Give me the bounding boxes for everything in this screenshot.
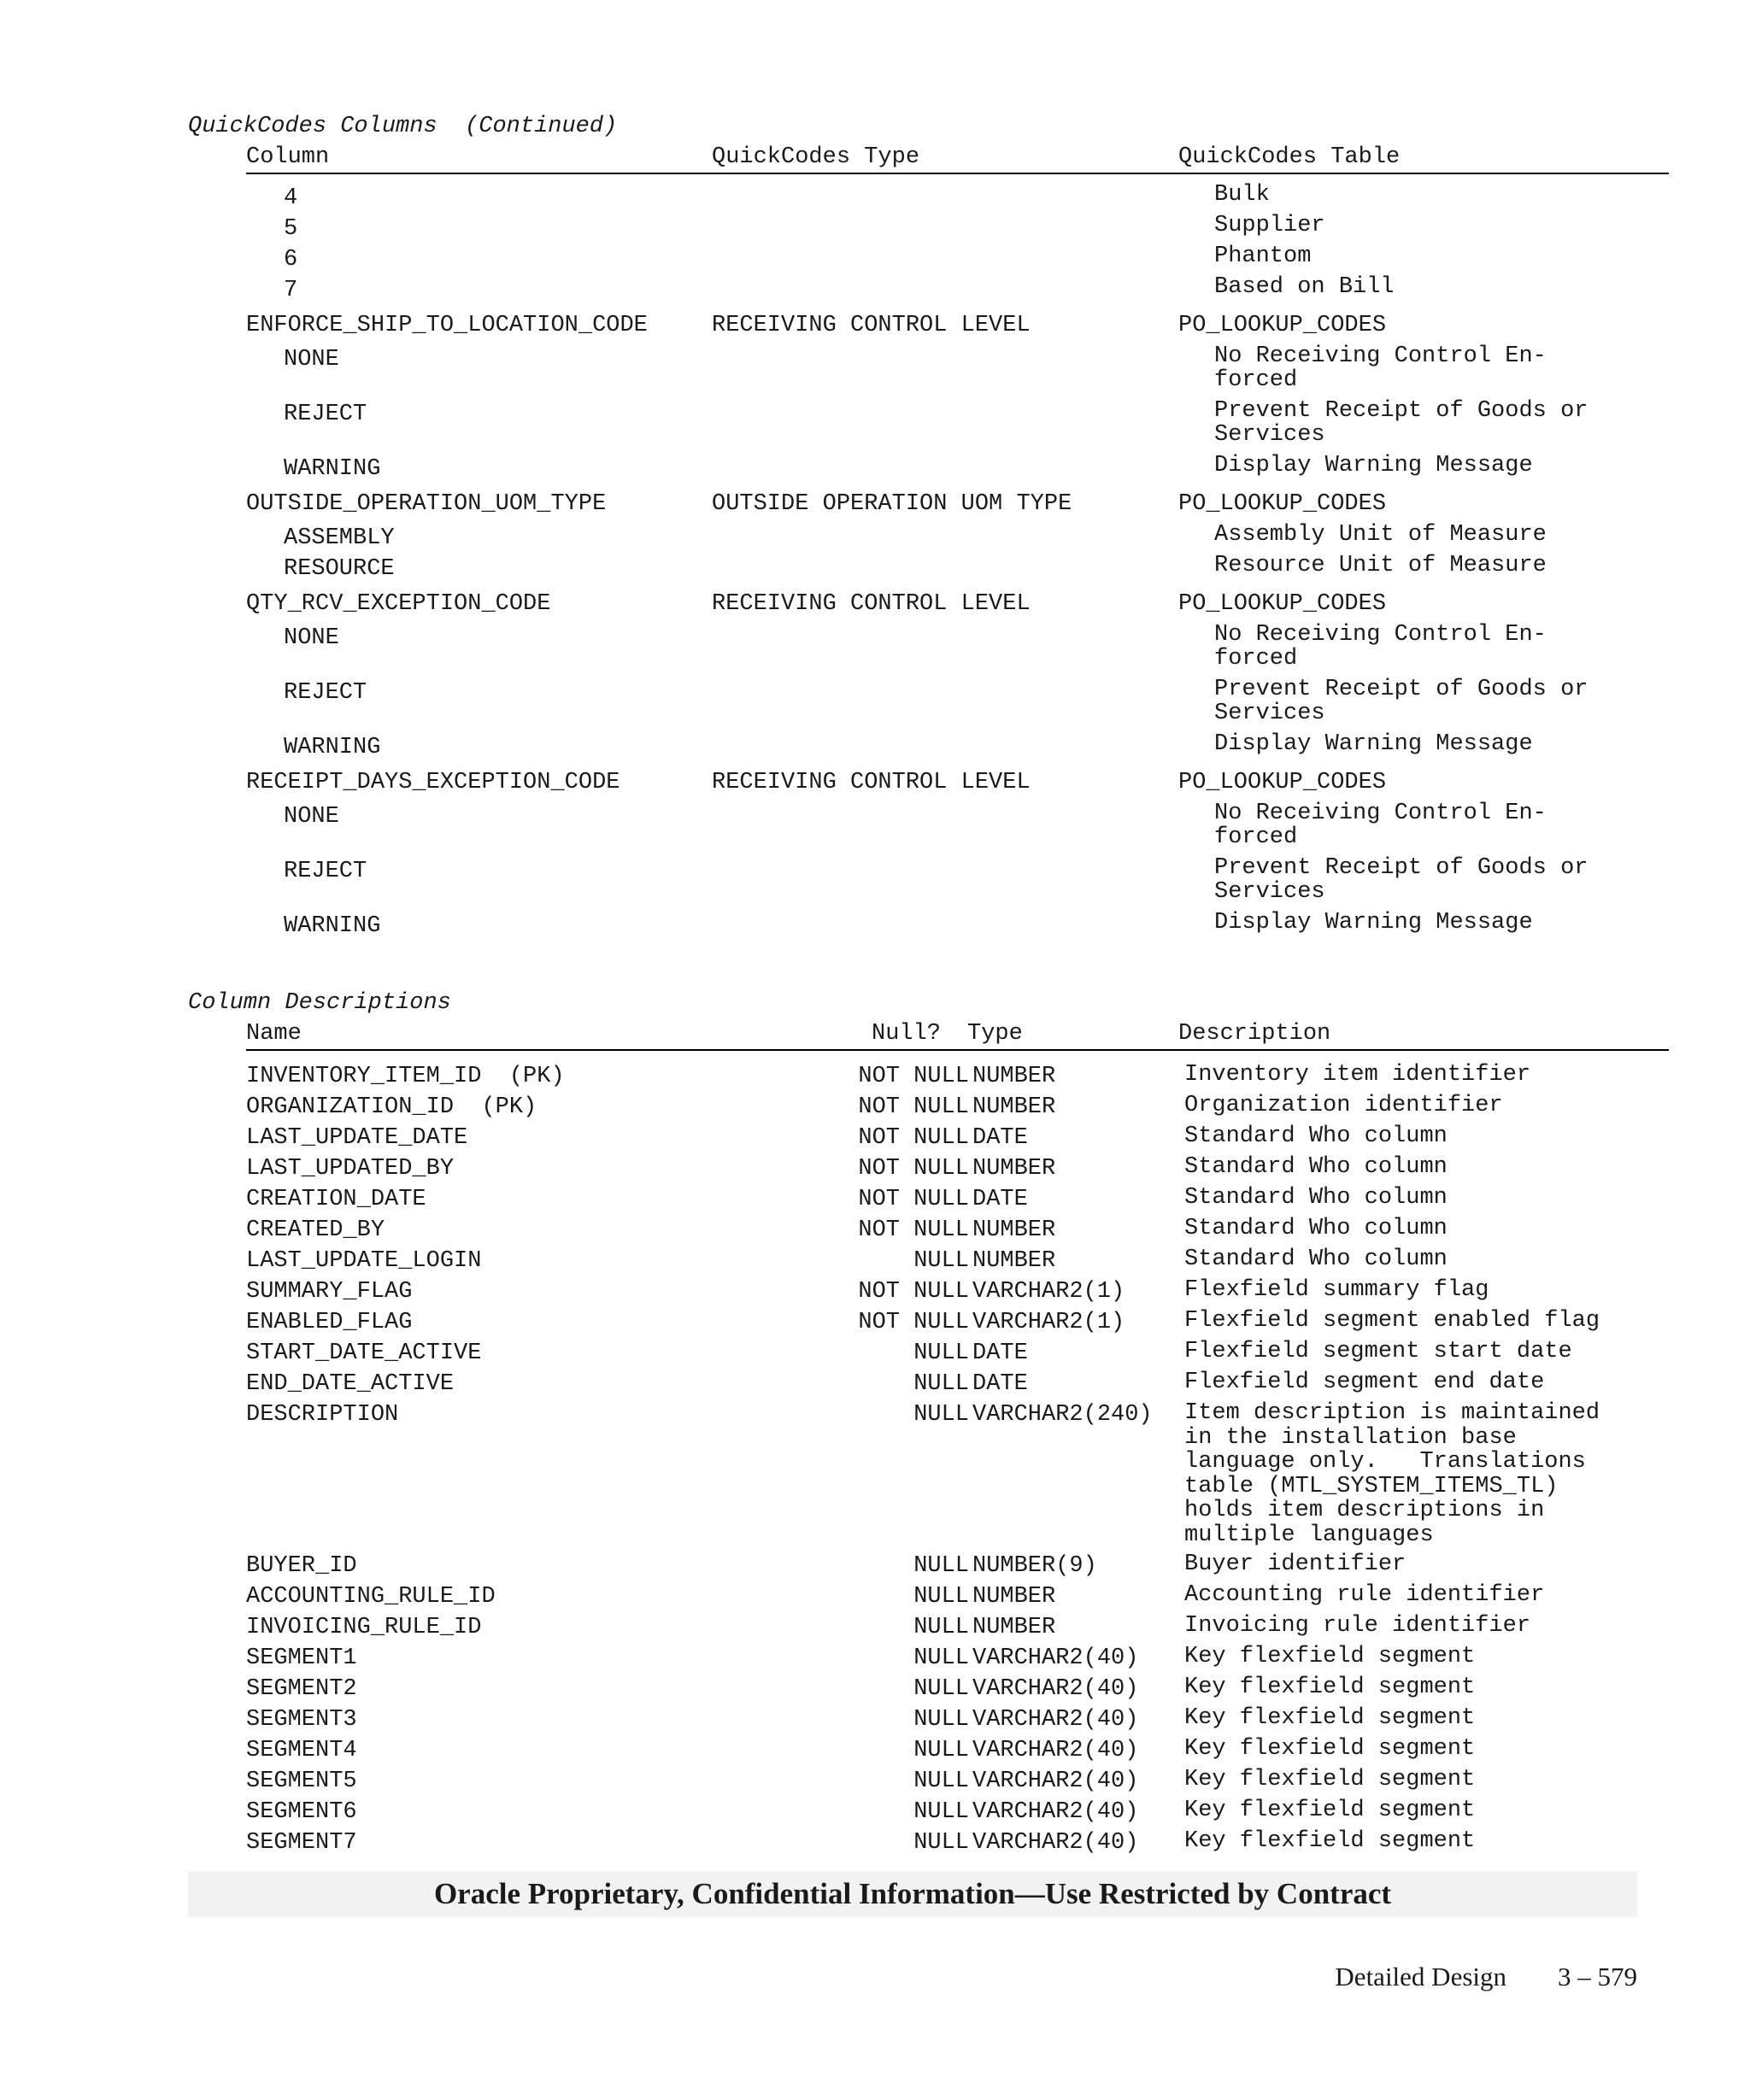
table-row: [246, 1581, 1673, 1612]
null-constraint: NOT NULL: [858, 1279, 969, 1305]
data-type: NUMBER: [972, 1614, 1056, 1640]
null-constraint: NULL: [913, 1737, 969, 1763]
table-row: [246, 1827, 1673, 1858]
table-row: [246, 1184, 1673, 1215]
column-descriptions-section-title: Column Descriptions: [188, 990, 451, 1016]
quickcodes-group-head: [246, 589, 1673, 619]
column-name: ENFORCE_SHIP_TO_LOCATION_CODE: [246, 313, 648, 338]
header-description: Description: [1178, 1021, 1331, 1047]
table-row: [246, 1153, 1673, 1184]
quickcodes-table-name: PO_LOOKUP_CODES: [1178, 313, 1387, 338]
data-type: DATE: [972, 1125, 1028, 1151]
table-row: [246, 1766, 1673, 1797]
column-description: Key flexfield segment: [1184, 1797, 1476, 1823]
table-row: [246, 1246, 1673, 1276]
option-meaning: No Receiving Control En- forced: [1214, 801, 1547, 850]
option-code: NONE: [284, 804, 339, 830]
null-constraint: NULL: [913, 1798, 969, 1825]
header-name: Name: [246, 1021, 302, 1047]
table-row: [246, 1612, 1673, 1643]
null-constraint: NOT NULL: [858, 1310, 969, 1335]
column-description: Key flexfield segment: [1184, 1704, 1476, 1731]
quickcodes-table-name: PO_LOOKUP_CODES: [1178, 770, 1387, 795]
table-row: [246, 1123, 1673, 1153]
data-type: DATE: [972, 1187, 1028, 1212]
table-row: [246, 1369, 1673, 1399]
data-type: VARCHAR2(40): [972, 1675, 1139, 1702]
option-code: 4: [284, 185, 298, 211]
column-description: Key flexfield segment: [1184, 1827, 1476, 1854]
data-type: VARCHAR2(40): [972, 1768, 1139, 1794]
quickcodes-group: [246, 489, 1673, 581]
header-quickcodes-type: QuickCodes Type: [712, 144, 920, 170]
table-row: [246, 1276, 1673, 1307]
column-name: START_DATE_ACTIVE: [246, 1340, 482, 1366]
quickcodes-table-name: PO_LOOKUP_CODES: [1178, 491, 1387, 517]
column-description: Accounting rule identifier: [1184, 1581, 1545, 1608]
table-row: [246, 1551, 1673, 1581]
quickcode-option: [246, 341, 1673, 396]
null-constraint: NOT NULL: [858, 1064, 969, 1089]
quickcodes-type: RECEIVING CONTROL LEVEL: [712, 770, 1031, 795]
page-footer: [1335, 1960, 1637, 1994]
data-type: VARCHAR2(40): [972, 1706, 1139, 1733]
option-meaning: Bulk: [1214, 182, 1270, 208]
null-constraint: NULL: [913, 1768, 969, 1794]
quickcodes-group: [246, 179, 1673, 302]
option-meaning: Display Warning Message: [1214, 453, 1533, 478]
column-name: LAST_UPDATED_BY: [246, 1156, 455, 1182]
confidential-banner: Oracle Proprietary, Confidential Information––Use Restricted by Contract: [188, 1871, 1637, 1917]
null-constraint: NOT NULL: [858, 1187, 969, 1212]
null-constraint: NULL: [913, 1614, 969, 1640]
data-type: DATE: [972, 1340, 1028, 1366]
option-code: WARNING: [284, 735, 381, 760]
column-name: BUYER_ID: [246, 1552, 357, 1579]
header-quickcodes-table: QuickCodes Table: [1178, 144, 1401, 170]
data-type: VARCHAR2(40): [972, 1737, 1139, 1763]
column-description: Key flexfield segment: [1184, 1735, 1476, 1762]
table-row: [246, 1674, 1673, 1704]
column-description: Standard Who column: [1184, 1185, 1448, 1211]
null-constraint: NULL: [913, 1340, 969, 1366]
option-meaning: Based on Bill: [1214, 274, 1395, 300]
table-row: [246, 1092, 1673, 1123]
data-type: VARCHAR2(240): [972, 1402, 1153, 1428]
column-description: Flexfield segment start date: [1184, 1339, 1572, 1364]
column-name: OUTSIDE_OPERATION_UOM_TYPE: [246, 491, 607, 517]
column-name: ACCOUNTING_RULE_ID: [246, 1583, 496, 1610]
column-description: Standard Who column: [1184, 1247, 1448, 1272]
quickcode-option: [246, 550, 1673, 581]
option-meaning: Phantom: [1214, 243, 1312, 269]
column-name: LAST_UPDATE_LOGIN: [246, 1248, 482, 1274]
table-row: [246, 1643, 1673, 1674]
option-meaning: Assembly Unit of Measure: [1214, 522, 1547, 548]
option-meaning: No Receiving Control En- forced: [1214, 622, 1547, 672]
quickcode-option: [246, 210, 1673, 241]
column-description: Buyer identifier: [1184, 1551, 1406, 1577]
data-type: DATE: [972, 1371, 1028, 1397]
column-description: Standard Who column: [1184, 1154, 1448, 1180]
option-code: REJECT: [284, 402, 367, 427]
data-type: NUMBER: [972, 1064, 1056, 1089]
null-constraint: NULL: [913, 1248, 969, 1274]
data-type: NUMBER: [972, 1217, 1056, 1243]
column-description: Standard Who column: [1184, 1123, 1448, 1149]
column-description: Key flexfield segment: [1184, 1674, 1476, 1700]
option-meaning: No Receiving Control En- forced: [1214, 343, 1547, 393]
quickcodes-type: RECEIVING CONTROL LEVEL: [712, 313, 1031, 338]
column-name: RECEIPT_DAYS_EXCEPTION_CODE: [246, 770, 620, 795]
column-name: END_DATE_ACTIVE: [246, 1371, 455, 1397]
option-meaning: Prevent Receipt of Goods or Services: [1214, 677, 1589, 726]
quickcodes-group: [246, 767, 1673, 938]
column-name: DESCRIPTION: [246, 1402, 399, 1428]
column-name: INVOICING_RULE_ID: [246, 1614, 482, 1640]
column-descriptions-table: [246, 1061, 1673, 1858]
quickcodes-group-head: [246, 310, 1673, 341]
quickcodes-group: [246, 310, 1673, 481]
quickcode-option: [246, 729, 1673, 760]
column-name: SEGMENT2: [246, 1675, 357, 1702]
option-meaning: Display Warning Message: [1214, 731, 1533, 757]
table-row: [246, 1215, 1673, 1246]
column-name: INVENTORY_ITEM_ID (PK): [246, 1064, 565, 1089]
table-row: [246, 1797, 1673, 1827]
data-type: NUMBER: [972, 1583, 1056, 1610]
quickcode-option: [246, 619, 1673, 674]
quickcode-option: [246, 272, 1673, 302]
option-meaning: Display Warning Message: [1214, 910, 1533, 936]
quickcode-option: [246, 450, 1673, 481]
quickcodes-group-head: [246, 489, 1673, 519]
column-name: ENABLED_FLAG: [246, 1310, 413, 1335]
data-type: VARCHAR2(40): [972, 1645, 1139, 1671]
quickcode-option: [246, 798, 1673, 853]
data-type: VARCHAR2(1): [972, 1279, 1125, 1305]
quickcode-option: [246, 179, 1673, 210]
quickcodes-table-name: PO_LOOKUP_CODES: [1178, 591, 1387, 617]
null-constraint: NOT NULL: [858, 1125, 969, 1151]
option-meaning: Supplier: [1214, 213, 1325, 238]
column-name: SEGMENT3: [246, 1706, 357, 1733]
column-name: SEGMENT6: [246, 1798, 357, 1825]
column-description: Inventory item identifier: [1184, 1062, 1531, 1088]
table-row: [246, 1399, 1673, 1551]
null-constraint: NULL: [913, 1645, 969, 1671]
data-type: NUMBER: [972, 1156, 1056, 1182]
quickcodes-type: OUTSIDE OPERATION UOM TYPE: [712, 491, 1072, 517]
option-meaning: Prevent Receipt of Goods or Services: [1214, 855, 1589, 905]
null-constraint: NULL: [913, 1583, 969, 1610]
quickcodes-section-title: QuickCodes Columns (Continued): [188, 114, 618, 139]
option-code: NONE: [284, 625, 339, 651]
option-code: 7: [284, 278, 298, 303]
section-name: Detailed Design: [1335, 1962, 1506, 1991]
column-name: CREATION_DATE: [246, 1187, 426, 1212]
column-description: Invoicing rule identifier: [1184, 1612, 1531, 1639]
option-code: NONE: [284, 347, 339, 372]
column-description: Flexfield segment enabled flag: [1184, 1308, 1600, 1334]
column-name: CREATED_BY: [246, 1217, 385, 1243]
data-type: VARCHAR2(1): [972, 1310, 1125, 1335]
null-constraint: NULL: [913, 1371, 969, 1397]
table-row: [246, 1061, 1673, 1092]
table-row: [246, 1735, 1673, 1766]
column-description: Standard Who column: [1184, 1216, 1448, 1241]
column-name: LAST_UPDATE_DATE: [246, 1125, 468, 1151]
table-row: [246, 1704, 1673, 1735]
option-code: RESOURCE: [284, 556, 395, 582]
header-type: Type: [967, 1021, 1023, 1047]
column-name: QTY_RCV_EXCEPTION_CODE: [246, 591, 551, 617]
quickcode-option: [246, 853, 1673, 907]
data-type: NUMBER: [972, 1094, 1056, 1120]
null-constraint: NULL: [913, 1706, 969, 1733]
column-name: SUMMARY_FLAG: [246, 1279, 413, 1305]
option-code: WARNING: [284, 913, 381, 939]
table-row: [246, 1307, 1673, 1338]
data-type: NUMBER(9): [972, 1552, 1097, 1579]
null-constraint: NULL: [913, 1675, 969, 1702]
column-name: SEGMENT7: [246, 1829, 357, 1856]
data-type: NUMBER: [972, 1248, 1056, 1274]
data-type: VARCHAR2(40): [972, 1829, 1139, 1856]
column-description: Organization identifier: [1184, 1093, 1503, 1118]
column-description: Flexfield summary flag: [1184, 1277, 1489, 1303]
option-code: 5: [284, 216, 298, 242]
option-code: 6: [284, 247, 298, 273]
data-type: VARCHAR2(40): [972, 1798, 1139, 1825]
header-column: Column: [246, 144, 330, 170]
option-meaning: Resource Unit of Measure: [1214, 553, 1547, 578]
null-constraint: NOT NULL: [858, 1156, 969, 1182]
quickcode-option: [246, 519, 1673, 550]
column-description: Key flexfield segment: [1184, 1643, 1476, 1669]
quickcode-option: [246, 907, 1673, 938]
column-description: Key flexfield segment: [1184, 1766, 1476, 1792]
column-descriptions-header: [246, 1018, 1669, 1051]
null-constraint: NULL: [913, 1829, 969, 1856]
null-constraint: NOT NULL: [858, 1094, 969, 1120]
option-code: WARNING: [284, 456, 381, 482]
quickcode-option: [246, 396, 1673, 450]
quickcodes-table: [246, 179, 1673, 946]
page-number: 3 – 579: [1558, 1962, 1637, 1991]
null-constraint: NOT NULL: [858, 1217, 969, 1243]
column-name: SEGMENT5: [246, 1768, 357, 1794]
null-constraint: NULL: [913, 1402, 969, 1428]
column-name: SEGMENT1: [246, 1645, 357, 1671]
option-code: ASSEMBLY: [284, 525, 395, 551]
option-code: REJECT: [284, 859, 367, 884]
column-name: SEGMENT4: [246, 1737, 357, 1763]
quickcode-option: [246, 241, 1673, 272]
option-meaning: Prevent Receipt of Goods or Services: [1214, 398, 1589, 448]
column-description: Item description is maintained in the installation base language only. Translations table (MTL_SYSTEM_ITEMS_TL) holds item descriptions in multiple languages: [1184, 1400, 1600, 1548]
column-description: Flexfield segment end date: [1184, 1370, 1545, 1395]
table-row: [246, 1338, 1673, 1369]
quickcodes-type: RECEIVING CONTROL LEVEL: [712, 591, 1031, 617]
quickcodes-group-head: [246, 767, 1673, 798]
quickcodes-header: [246, 142, 1669, 174]
header-null: Null?: [872, 1021, 942, 1047]
quickcodes-group: [246, 589, 1673, 760]
option-code: REJECT: [284, 680, 367, 706]
null-constraint: NULL: [913, 1552, 969, 1579]
quickcode-option: [246, 674, 1673, 729]
column-name: ORGANIZATION_ID (PK): [246, 1094, 537, 1120]
